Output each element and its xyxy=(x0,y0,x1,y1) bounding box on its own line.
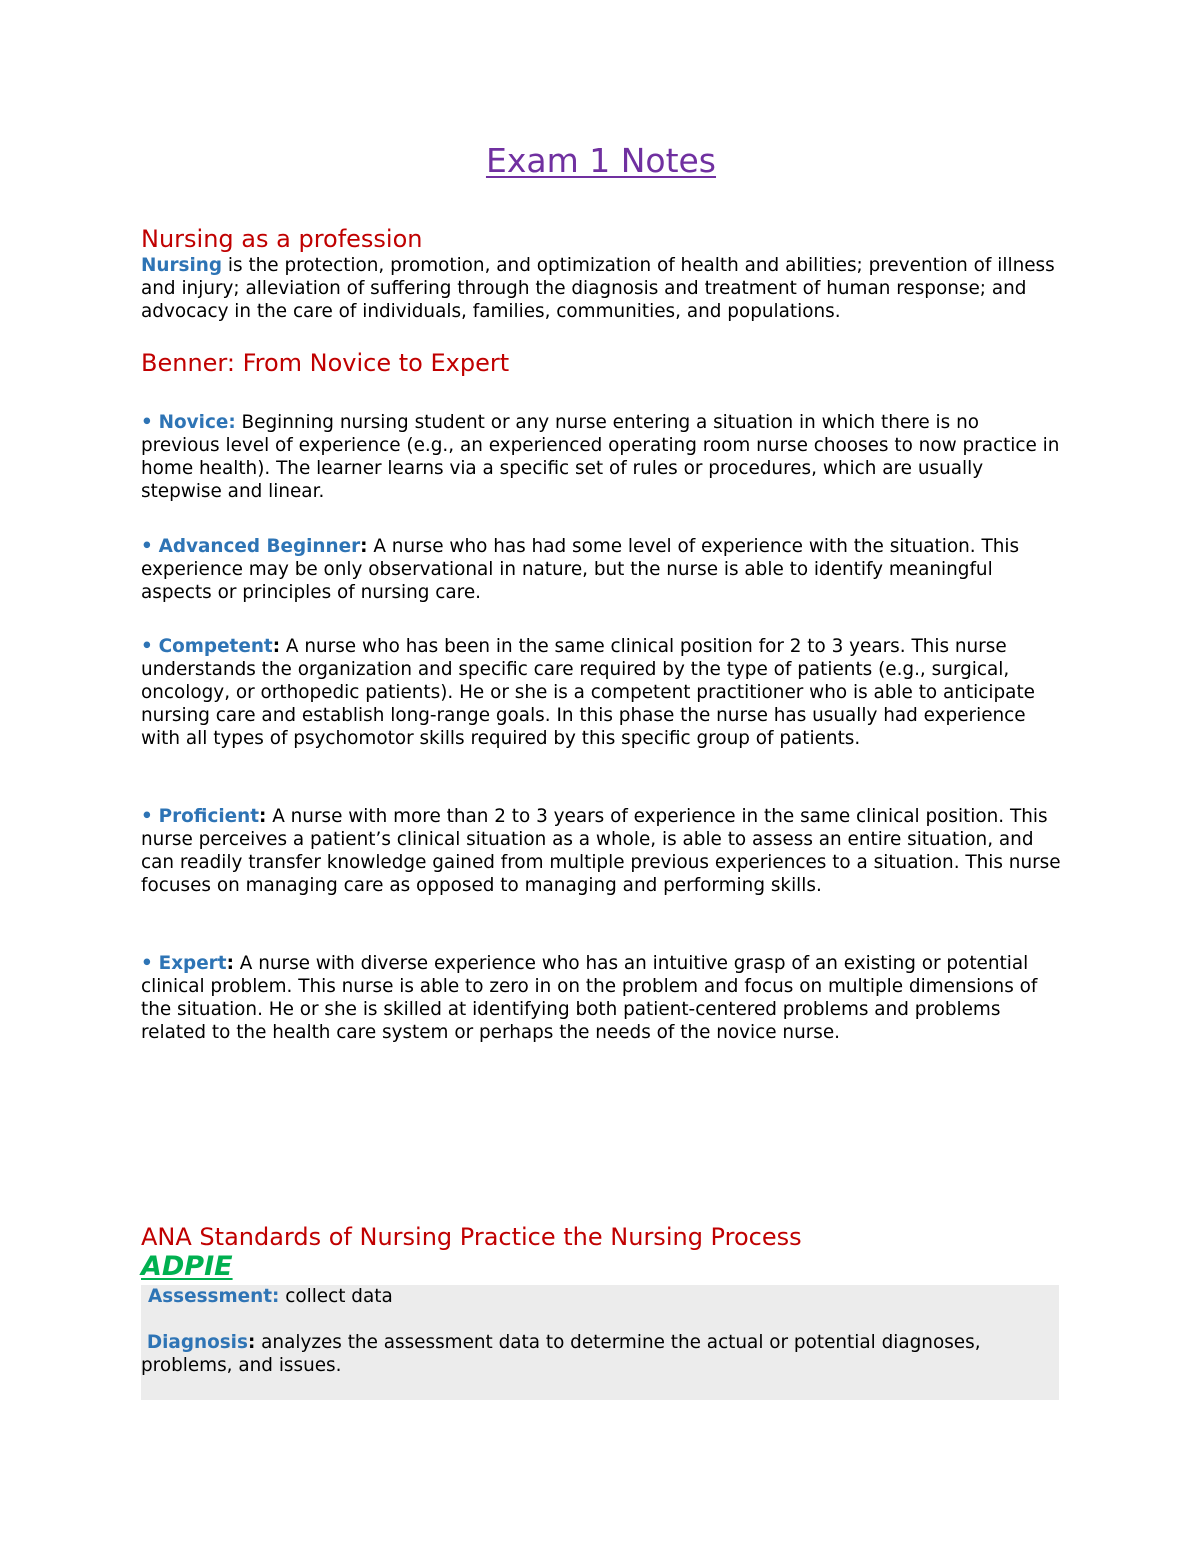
level-term: Novice: xyxy=(158,412,236,433)
step-diagnosis xyxy=(141,1331,1051,1377)
bullet-icon: • xyxy=(141,806,153,827)
section-heading: ANA Standards of Nursing Practice the Nursing Process xyxy=(141,1223,802,1251)
level-term: Advanced Beginner xyxy=(158,536,361,557)
level-colon: : xyxy=(272,636,281,657)
level-advanced-beginner xyxy=(141,535,1061,604)
section-heading: Benner: From Novice to Expert xyxy=(141,349,510,377)
adpie-steps-box xyxy=(141,1285,1059,1400)
level-proficient xyxy=(141,805,1061,897)
bullet-icon: • xyxy=(141,953,153,974)
level-text: A nurse who has been in the same clinical position for 2 to 3 years. This nurse understands the organization and specific care required by the type of patients (e.g., surgical, oncology, or orthopedic patients). He or she is a competent practitioner who is able to anticipate nursing care and establish long-range goals. In this phase the nurse has usually had experience with all types of psychomotor skills required by this specific group of patients. xyxy=(141,636,1035,749)
nursing-definition xyxy=(141,254,1061,323)
step-term: Assessment: xyxy=(148,1286,280,1307)
section-heading: Nursing as a profession xyxy=(141,225,423,253)
level-text: A nurse with diverse experience who has an intuitive grasp of an existing or potential clinical problem. This nurse is able to zero in on the problem and focus on multiple dimensions of the situation. He or she is skilled at identifying both patient-centered problems and problems related to the health care system or perhaps the needs of the novice nurse. xyxy=(141,953,1038,1043)
page-title: Exam 1 Notes xyxy=(485,141,717,180)
level-colon: : xyxy=(259,806,267,827)
level-colon: : xyxy=(226,953,234,974)
step-text: analyzes the assessment data to determine the actual or potential diagnoses, problems, and issues. xyxy=(141,1332,981,1376)
step-term: Diagnosis xyxy=(146,1332,248,1353)
level-expert xyxy=(141,952,1061,1044)
level-competent xyxy=(141,635,1061,750)
level-colon: : xyxy=(360,536,368,557)
level-text: Beginning nursing student or any nurse entering a situation in which there is no previous level of experience (e.g., an experienced operating room nurse chooses to now practice in home health). The learner learns via a specific set of rules or procedures, which are usually stepwise and linear. xyxy=(141,412,1060,502)
bullet-icon: • xyxy=(141,636,153,657)
level-text: A nurse who has had some level of experience with the situation. This experience may be only observational in nature, but the nurse is able to identify meaningful aspects or principles of nursing care. xyxy=(141,536,1020,603)
definition-text: is the protection, promotion, and optimization of health and abilities; prevention of illness and injury; alleviation of suffering through the diagnosis and treatment of human response; and advocacy in the care of individuals, families, communities, and populations. xyxy=(141,255,1055,322)
level-term: Expert xyxy=(158,953,227,974)
bullet-icon: • xyxy=(141,412,153,433)
term-nursing: Nursing xyxy=(141,255,223,276)
step-text: collect data xyxy=(279,1286,393,1307)
adpie-acronym: ADPIE xyxy=(141,1251,233,1282)
level-term: Competent xyxy=(158,636,273,657)
section-benner xyxy=(141,348,1061,378)
bullet-icon: • xyxy=(141,536,153,557)
level-text: A nurse with more than 2 to 3 years of experience in the same clinical position. This nurse perceives a patient’s clinical situation as a whole, is able to assess an entire situation, and can readily transfer knowledge gained from multiple previous experiences to a situation. This nurse focuses on managing care as opposed to managing and performing skills. xyxy=(141,806,1061,896)
level-novice xyxy=(141,411,1061,503)
step-assessment xyxy=(148,1285,1058,1308)
level-term: Proficient xyxy=(158,806,260,827)
section-nursing-profession xyxy=(141,224,1061,323)
step-colon: : xyxy=(247,1332,256,1353)
section-ana-standards xyxy=(141,1222,1061,1282)
